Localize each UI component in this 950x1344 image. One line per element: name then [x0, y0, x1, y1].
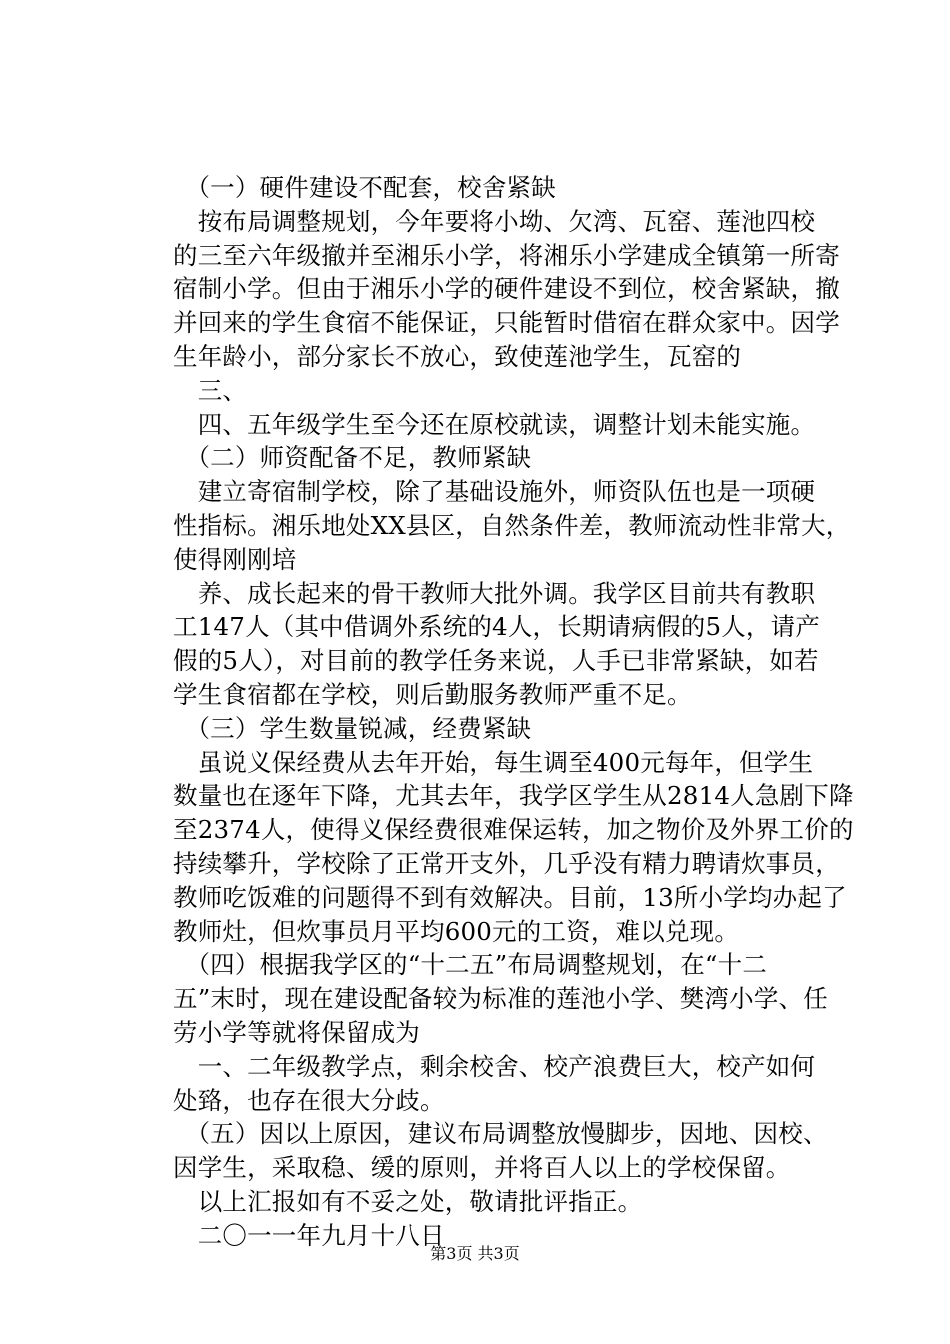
section-heading-1: （一）硬件建设不配套，校舍紧缺	[173, 173, 556, 202]
paragraph-line: 的三至六年级撤并至湘乐小学，将湘乐小学建成全镇第一所寄	[173, 240, 840, 270]
paragraph-line: 劳小学等就将保留成为	[173, 1018, 420, 1047]
paragraph-line: 至2374人，使得义保经费很难保运转，加之物价及外界工价的	[173, 815, 854, 845]
paragraph-line: 工147人（其中借调外系统的4人，长期请病假的5人，请产	[173, 612, 821, 642]
paragraph-line: 四、五年级学生至今还在原校就读，调整计划未能实施。	[173, 409, 816, 439]
paragraph-line: 持续攀升，学校除了正常开支外，几乎没有精力聘请炊事员，	[173, 849, 840, 878]
paragraph-line: 因学生，采取稳、缓的原则，并将百人以上的学校保留。	[173, 1153, 791, 1183]
date-line: 二〇一一年九月十八日	[173, 1220, 445, 1250]
section-heading-5: （五）因以上原因，建议布局调整放慢脚步，因地、因校、	[173, 1119, 828, 1149]
paragraph-line: 数量也在逐年下降，尤其去年，我学区学生从2814人急剧下降	[173, 781, 854, 811]
paragraph-line: 虽说义保经费从去年开始，每生调至400元每年，但学生	[173, 747, 814, 777]
paragraph-line: 教师灶，但炊事员月平均600元的工资，难以兑现。	[173, 916, 740, 946]
paragraph-line: 按布局调整规划，今年要将小坳、欠湾、瓦窑、莲池四校	[173, 206, 816, 236]
paragraph-line: 并回来的学生食宿不能保证，只能暂时借宿在群众家中。因学	[173, 308, 840, 338]
paragraph-line: 生年龄小，部分家长不放心，致使莲池学生，瓦窑的	[173, 342, 742, 371]
paragraph-line: 教师吃饭难的问题得不到有效解决。目前，13所小学均办起了	[173, 882, 847, 912]
paragraph-line: 处臵，也存在很大分歧。	[173, 1085, 445, 1115]
closing-line: 以上汇报如有不妥之处，敬请批评指正。	[173, 1187, 643, 1216]
paragraph-line: 三、	[173, 375, 248, 405]
section-heading-2: （二）师资配备不足，教师紧缺	[173, 443, 532, 473]
paragraph-line: 五”末时，现在建设配备较为标准的莲池小学、樊湾小学、任	[173, 984, 828, 1014]
page-number-footer: 第3页 共3页	[430, 1244, 520, 1263]
paragraph-line: 宿制小学。但由于湘乐小学的硬件建设不到位，校舍紧缺，撤	[173, 274, 840, 304]
paragraph-line: 使得刚刚培	[173, 544, 297, 574]
paragraph-line: 假的5人），对目前的教学任务来说，人手已非常紧缺，如若	[173, 646, 819, 676]
section-heading-4: （四）根据我学区的“十二五”布局调整规划，在“十二	[173, 950, 768, 980]
paragraph-line: 性指标。湘乐地处XX县区，自然条件差，教师流动性非常大，	[173, 511, 851, 540]
paragraph-line: 养、成长起来的骨干教师大批外调。我学区目前共有教职	[173, 578, 816, 608]
paragraph-line: 一、二年级教学点，剩余校舍、校产浪费巨大，校产如何	[173, 1051, 816, 1081]
section-heading-3: （三）学生数量锐减，经费紧缺	[173, 713, 532, 743]
paragraph-line: 学生食宿都在学校，则后勤服务教师严重不足。	[173, 680, 692, 709]
paragraph-line: 建立寄宿制学校，除了基础设施外，师资队伍也是一项硬	[173, 477, 816, 507]
